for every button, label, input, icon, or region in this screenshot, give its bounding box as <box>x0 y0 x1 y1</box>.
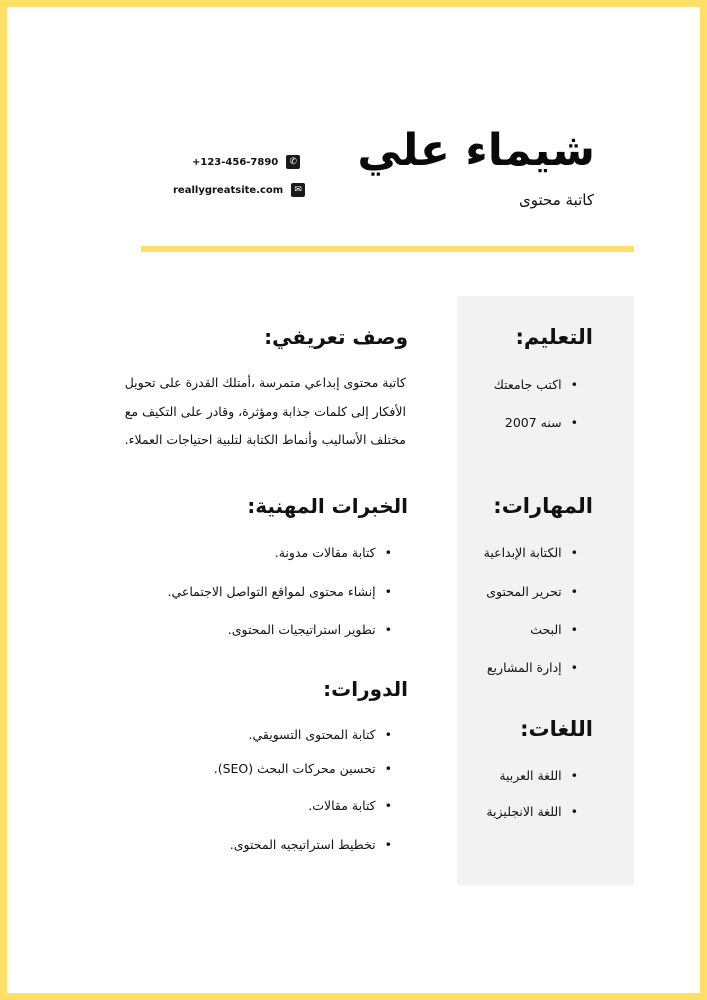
skill-item: • الكتابة الإبداعية <box>484 545 578 560</box>
experience-heading: الخبرات المهنية: <box>247 494 408 518</box>
course-item: • كتابة المحتوى التسويقي. <box>249 727 392 742</box>
contact-phone <box>192 155 300 169</box>
education-heading: التعليم: <box>515 325 593 349</box>
education-item: • اكتب جامعتك <box>494 377 578 392</box>
course-item: • تخطيط استراتيجيه المحتوى. <box>230 837 392 852</box>
skill-item: • البحث <box>530 622 578 637</box>
person-name: شيماء علي <box>357 125 595 176</box>
languages-heading: اللغات: <box>520 717 593 741</box>
experience-item: • كتابة مقالات مدونة. <box>275 545 392 560</box>
course-item: • تحسين محركات البحث (SEO). <box>214 761 392 776</box>
job-title: كاتبة محتوى <box>519 191 594 209</box>
courses-heading: الدورات: <box>323 677 408 701</box>
phone-text: +123-456-7890 <box>192 156 279 168</box>
website-text: reallygreatsite.com <box>173 184 284 196</box>
phone-icon: ✆ <box>286 155 300 169</box>
skill-item: • إدارة المشاريع <box>487 660 578 675</box>
course-item: • كتابة مقالات. <box>308 798 392 813</box>
profile-heading: وصف تعريفي: <box>264 325 408 349</box>
experience-item: • تطوير استراتيجيات المحتوى. <box>228 622 392 637</box>
profile-text: كاتبة محتوى إبداعي متمرسة ،أمتلك القدرة على تحويل الأفكار إلى كلمات جذابة ومؤثرة، وقادر على التكيف مع مختلف الأساليب وأنماط الكتابة لتلبية احتياجات العملاء. <box>124 375 406 447</box>
skill-item: • تحرير المحتوى <box>486 584 578 599</box>
education-item: • سنه 2007 <box>505 415 578 430</box>
language-item: • اللغة الانجليزية <box>486 804 578 819</box>
mail-icon: ✉ <box>291 183 305 197</box>
experience-item: • إنشاء محتوى لمواقع التواصل الاجتماعي. <box>168 584 392 599</box>
contact-website <box>173 183 305 197</box>
accent-divider <box>141 246 634 252</box>
skills-heading: المهارات: <box>493 494 593 518</box>
language-item: • اللغة العربية <box>499 768 578 783</box>
